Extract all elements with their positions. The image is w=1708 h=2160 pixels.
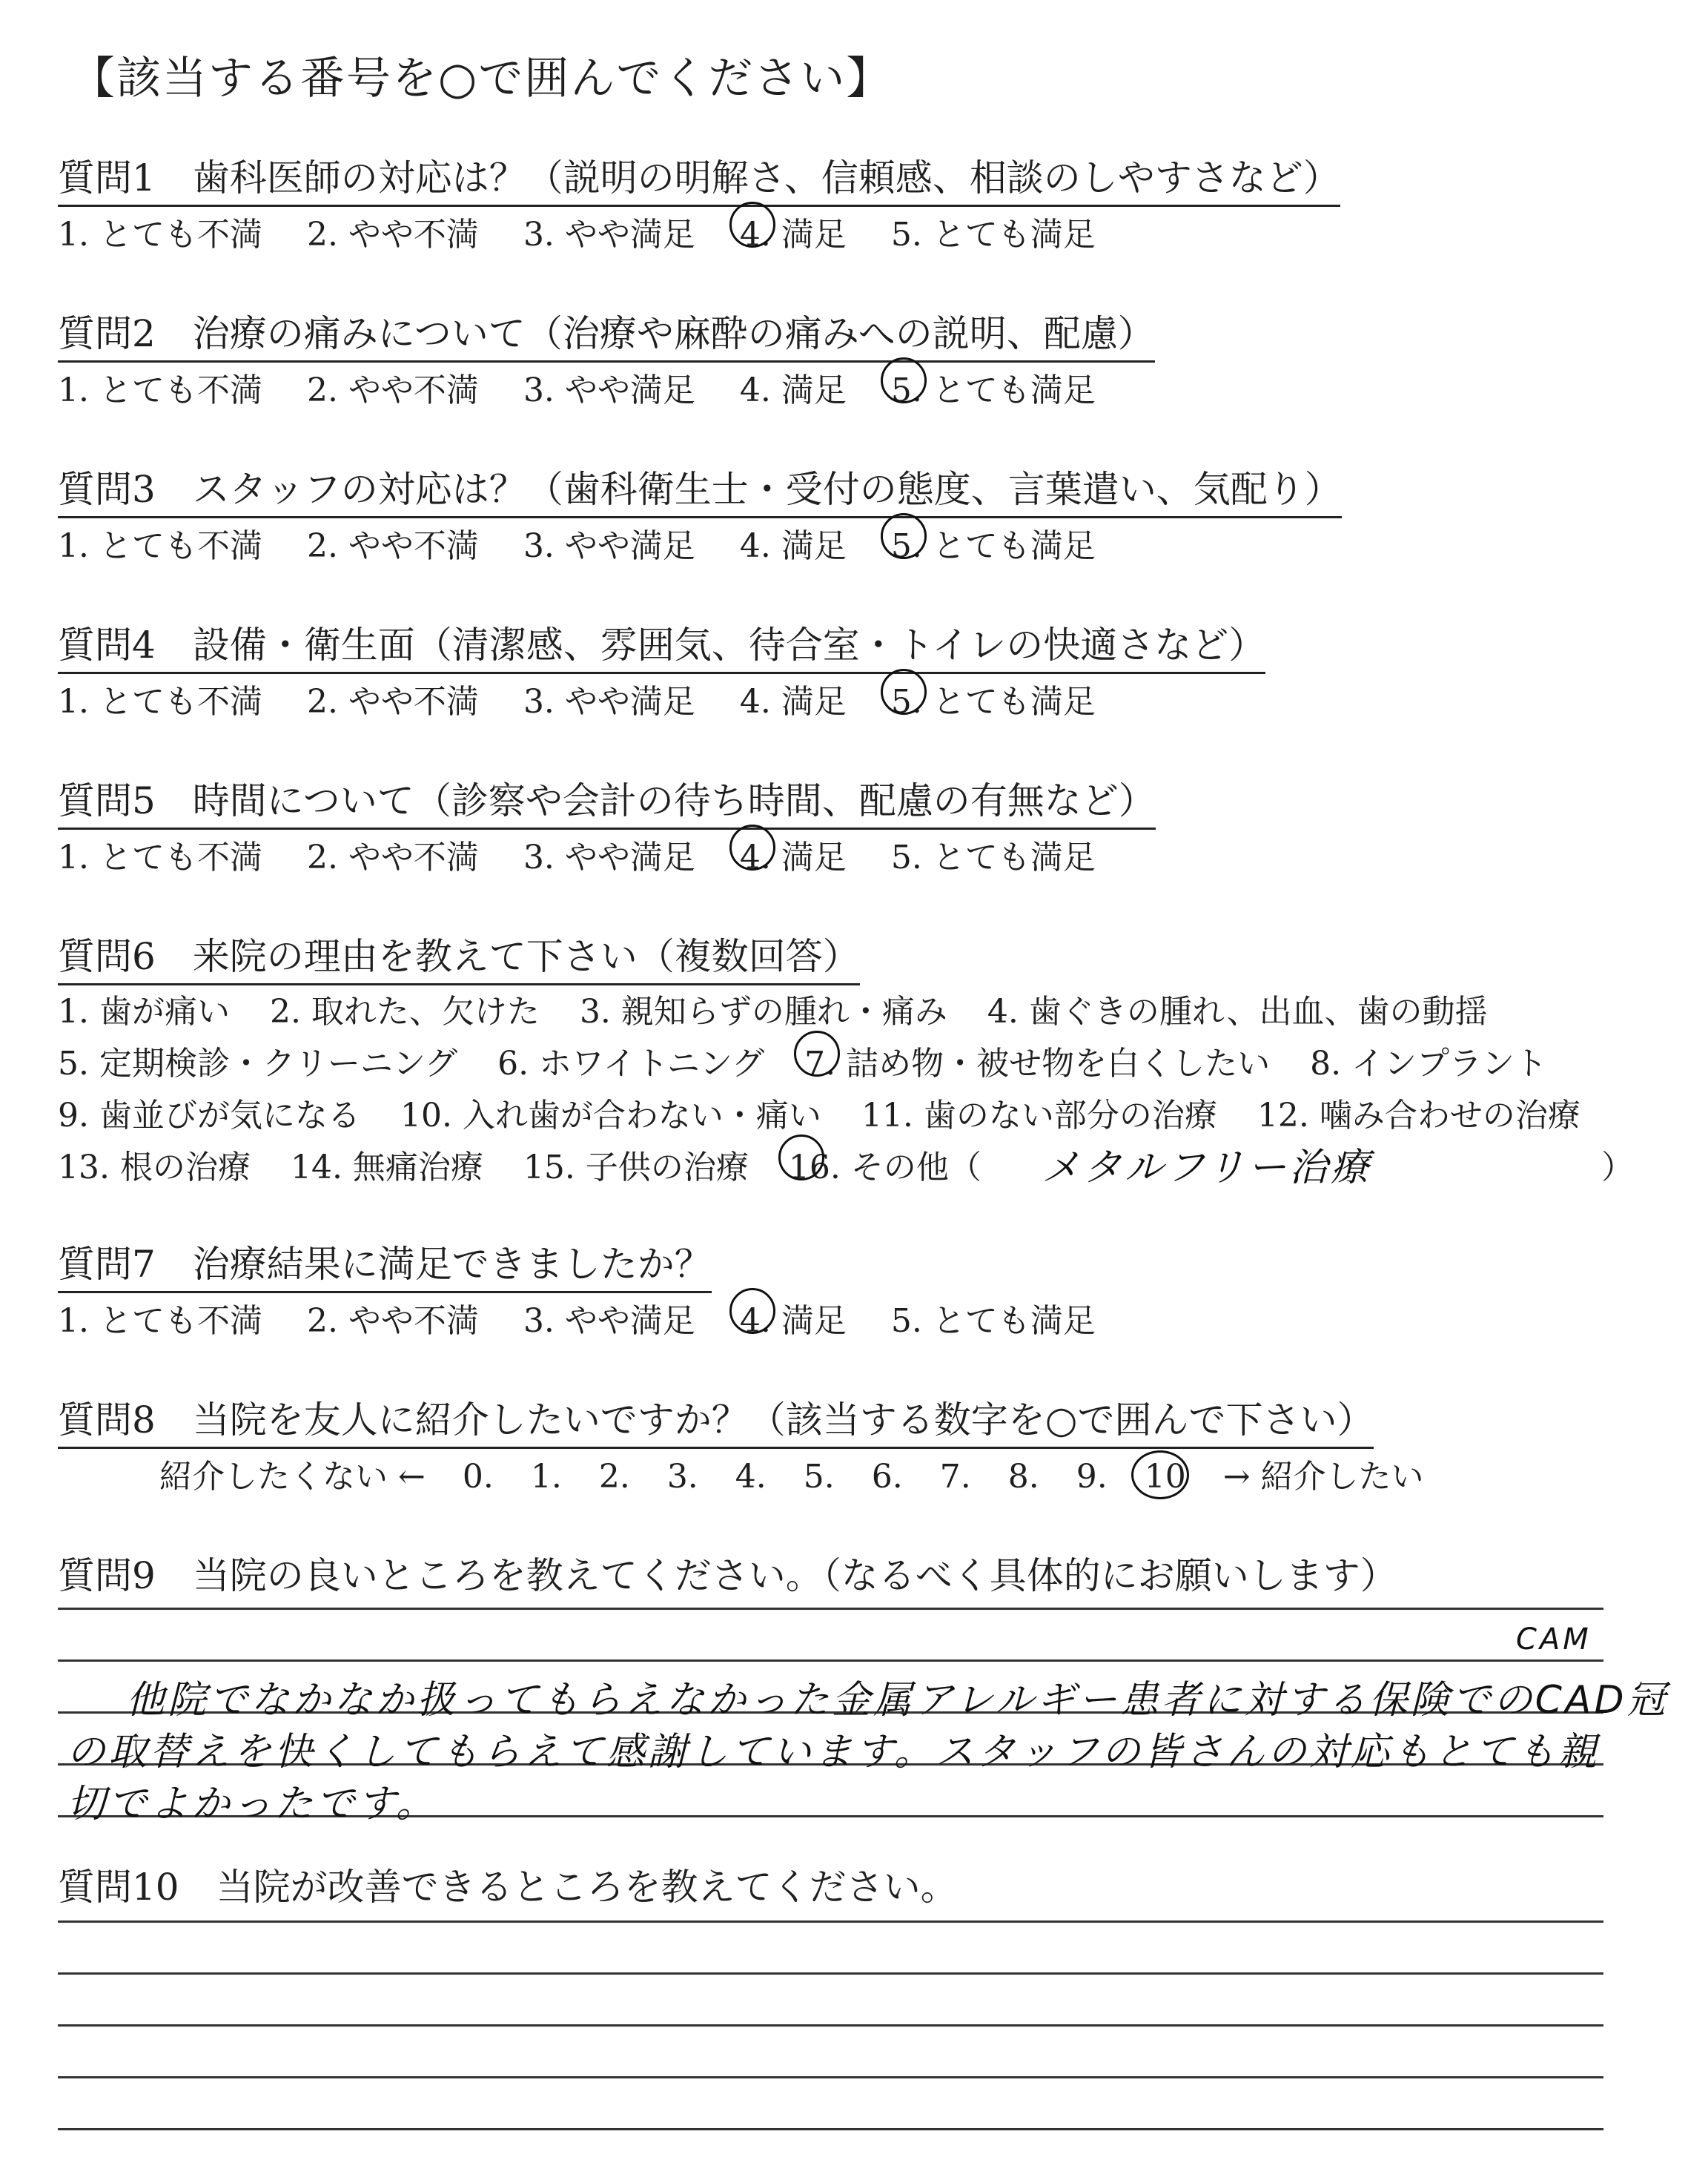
other-reason-handwritten: メタルフリー治療	[1042, 1146, 1372, 1190]
option-2[interactable]: 2. やや不満	[306, 216, 479, 254]
circled-option: 5. とても満足	[891, 519, 1096, 567]
recommend-scale	[159, 1450, 1451, 1497]
circled-option: 7. 詰め物・被せ物を白くしたい	[804, 1037, 1270, 1084]
option-5[interactable]: 5. とても満足	[890, 839, 1096, 876]
option-2[interactable]: 2. やや不満	[306, 371, 479, 409]
option-5-selected[interactable]	[891, 675, 1096, 722]
option-2[interactable]: 2. やや不満	[306, 1302, 479, 1340]
reason-8[interactable]: 8. インプラント	[1310, 1045, 1548, 1083]
scale-1[interactable]: 1.	[530, 1458, 562, 1496]
option-5-selected[interactable]	[891, 519, 1096, 567]
option-3[interactable]: 3. やや満足	[523, 527, 695, 565]
question-3-options	[58, 519, 1130, 567]
reason-11[interactable]: 11. 歯のない部分の治療	[861, 1097, 1217, 1135]
reason-5[interactable]: 5. 定期検診・クリーニング	[58, 1045, 458, 1083]
question-10	[58, 1857, 958, 1911]
circled-option: 16. その他（	[789, 1140, 982, 1188]
question-9	[58, 1546, 1397, 1599]
reason-15[interactable]: 15. 子供の治療	[523, 1149, 749, 1186]
question-1-options	[58, 208, 1130, 255]
option-3[interactable]: 3. やや満足	[523, 371, 695, 409]
reason-6[interactable]: 6. ホワイトニング	[497, 1045, 765, 1083]
question-1	[58, 148, 1340, 207]
reason-10[interactable]: 10. 入れ歯が合わない・痛い	[400, 1097, 821, 1135]
question-8-label: 質問8 当院を友人に紹介したいですか？（該当する数字を○で囲んで下さい）	[58, 1390, 1374, 1449]
option-4-selected[interactable]	[740, 208, 847, 255]
question-6-row-4	[58, 1140, 1011, 1188]
question-3-label: 質問3 スタッフの対応は？（歯科衛生士・受付の態度、言葉遣い、気配り）	[58, 460, 1342, 518]
scale-2[interactable]: 2.	[598, 1458, 630, 1496]
option-3[interactable]: 3. やや満足	[523, 216, 695, 254]
option-1[interactable]: 1. とても不満	[58, 839, 262, 876]
scale-0[interactable]: 0.	[462, 1458, 494, 1496]
reason-7-selected[interactable]	[804, 1037, 1270, 1084]
reason-1[interactable]: 1. 歯が痛い	[58, 993, 230, 1031]
circled-option: 4. 満足	[740, 830, 847, 878]
scale-7[interactable]: 7.	[939, 1458, 971, 1496]
scale-10-selected[interactable]: 10	[1144, 1458, 1186, 1496]
option-2[interactable]: 2. やや不満	[306, 839, 479, 876]
option-3[interactable]: 3. やや満足	[523, 683, 695, 721]
answer-handwritten-line-3: 切でよかったです。	[67, 1782, 437, 1826]
question-1-label: 質問1 歯科医師の対応は？（説明の明解さ、信頼感、相談のしやすさなど）	[58, 148, 1340, 207]
question-8	[58, 1390, 1374, 1449]
handwritten-annotation: CAM	[1516, 1622, 1592, 1657]
other-close-paren: ）	[1601, 1149, 1634, 1186]
option-5[interactable]: 5. とても満足	[890, 1302, 1096, 1340]
answer-line	[58, 2024, 1603, 2027]
reason-16-selected[interactable]	[789, 1140, 982, 1188]
option-5-selected[interactable]	[891, 363, 1096, 411]
option-5[interactable]: 5. とても満足	[890, 216, 1096, 254]
question-6-label: 質問6 来院の理由を教えて下さい（複数回答）	[58, 927, 860, 985]
reason-2[interactable]: 2. 取れた、欠けた	[269, 993, 540, 1031]
option-2[interactable]: 2. やや不満	[306, 527, 479, 565]
question-6-row-2	[58, 1037, 1577, 1084]
question-6-row-1	[58, 985, 1517, 1032]
page-title: 【該当する番号を○で囲んでください】	[70, 53, 893, 105]
scale-left-label: 紹介したくない ←	[159, 1458, 426, 1496]
circled-option: 4. 満足	[740, 208, 847, 255]
answer-line	[58, 1972, 1603, 1975]
question-6-row-3	[58, 1089, 1610, 1136]
question-2	[58, 304, 1155, 363]
answer-handwritten-line-1: 他院でなかなか扱ってもらえなかった金属アレルギー患者に対する保険でのCAD冠	[126, 1678, 1669, 1723]
reason-3[interactable]: 3. 親知らずの腫れ・痛み	[579, 993, 947, 1031]
option-4-selected[interactable]	[740, 1294, 847, 1341]
question-4-options	[58, 675, 1130, 722]
question-5-options	[58, 830, 1130, 878]
option-1[interactable]: 1. とても不満	[58, 371, 262, 409]
option-1[interactable]: 1. とても不満	[58, 683, 262, 721]
scale-5[interactable]: 5.	[803, 1458, 835, 1496]
question-2-label: 質問2 治療の痛みについて（治療や麻酔の痛みへの説明、配慮）	[58, 304, 1155, 363]
scale-9[interactable]: 9.	[1076, 1458, 1108, 1496]
circled-option: 5. とても満足	[891, 363, 1096, 411]
answer-line	[58, 2076, 1603, 2078]
scale-8[interactable]: 8.	[1007, 1458, 1039, 1496]
reason-13[interactable]: 13. 根の治療	[58, 1149, 251, 1186]
question-2-options	[58, 363, 1130, 411]
reason-14[interactable]: 14. 無痛治療	[290, 1149, 483, 1186]
option-1[interactable]: 1. とても不満	[58, 216, 262, 254]
question-9-label: 質問9 当院の良いところを教えてください。（なるべく具体的にお願いします）	[58, 1554, 1397, 1597]
question-10-label: 質問10 当院が改善できるところを教えてください。	[58, 1866, 958, 1909]
option-4[interactable]: 4. 満足	[739, 527, 847, 565]
answer-line	[58, 1920, 1603, 1923]
option-3[interactable]: 3. やや満足	[523, 839, 695, 876]
question-5	[58, 771, 1156, 830]
question-4-label: 質問4 設備・衛生面（清潔感、雰囲気、待合室・トイレの快適さなど）	[58, 615, 1265, 674]
answer-line	[58, 2128, 1603, 2130]
scale-3[interactable]: 3.	[666, 1458, 698, 1496]
scale-6[interactable]: 6.	[871, 1458, 903, 1496]
answer-line	[58, 1659, 1603, 1662]
scale-right-label: → 紹介したい	[1222, 1458, 1424, 1496]
circled-option: 5. とても満足	[891, 675, 1096, 722]
question-6	[58, 927, 860, 985]
reason-12[interactable]: 12. 噛み合わせの治療	[1257, 1097, 1580, 1135]
option-2[interactable]: 2. やや不満	[306, 683, 479, 721]
scale-4[interactable]: 4.	[735, 1458, 767, 1496]
question-7-label: 質問7 治療結果に満足できましたか？	[58, 1235, 712, 1293]
option-3[interactable]: 3. やや満足	[523, 1302, 695, 1340]
reason-9[interactable]: 9. 歯並びが気になる	[58, 1097, 360, 1135]
option-4[interactable]: 4. 満足	[739, 683, 847, 721]
answer-line	[58, 1608, 1603, 1610]
answer-handwritten-line-2: の取替えを快くしてもらえて感謝しています。スタッフの皆さんの対応もとても親	[67, 1730, 1600, 1774]
option-1[interactable]: 1. とても不満	[58, 527, 262, 565]
question-3	[58, 460, 1342, 518]
circled-option: 4. 満足	[740, 1294, 847, 1341]
option-4[interactable]: 4. 満足	[739, 371, 847, 409]
question-7	[58, 1235, 712, 1293]
option-4-selected[interactable]	[740, 830, 847, 878]
reason-4[interactable]: 4. 歯ぐきの腫れ、出血、歯の動揺	[987, 993, 1488, 1031]
question-4	[58, 615, 1265, 674]
question-5-label: 質問5 時間について（診察や会計の待ち時間、配慮の有無など）	[58, 771, 1156, 830]
question-7-options	[58, 1294, 1130, 1341]
option-1[interactable]: 1. とても不満	[58, 1302, 262, 1340]
